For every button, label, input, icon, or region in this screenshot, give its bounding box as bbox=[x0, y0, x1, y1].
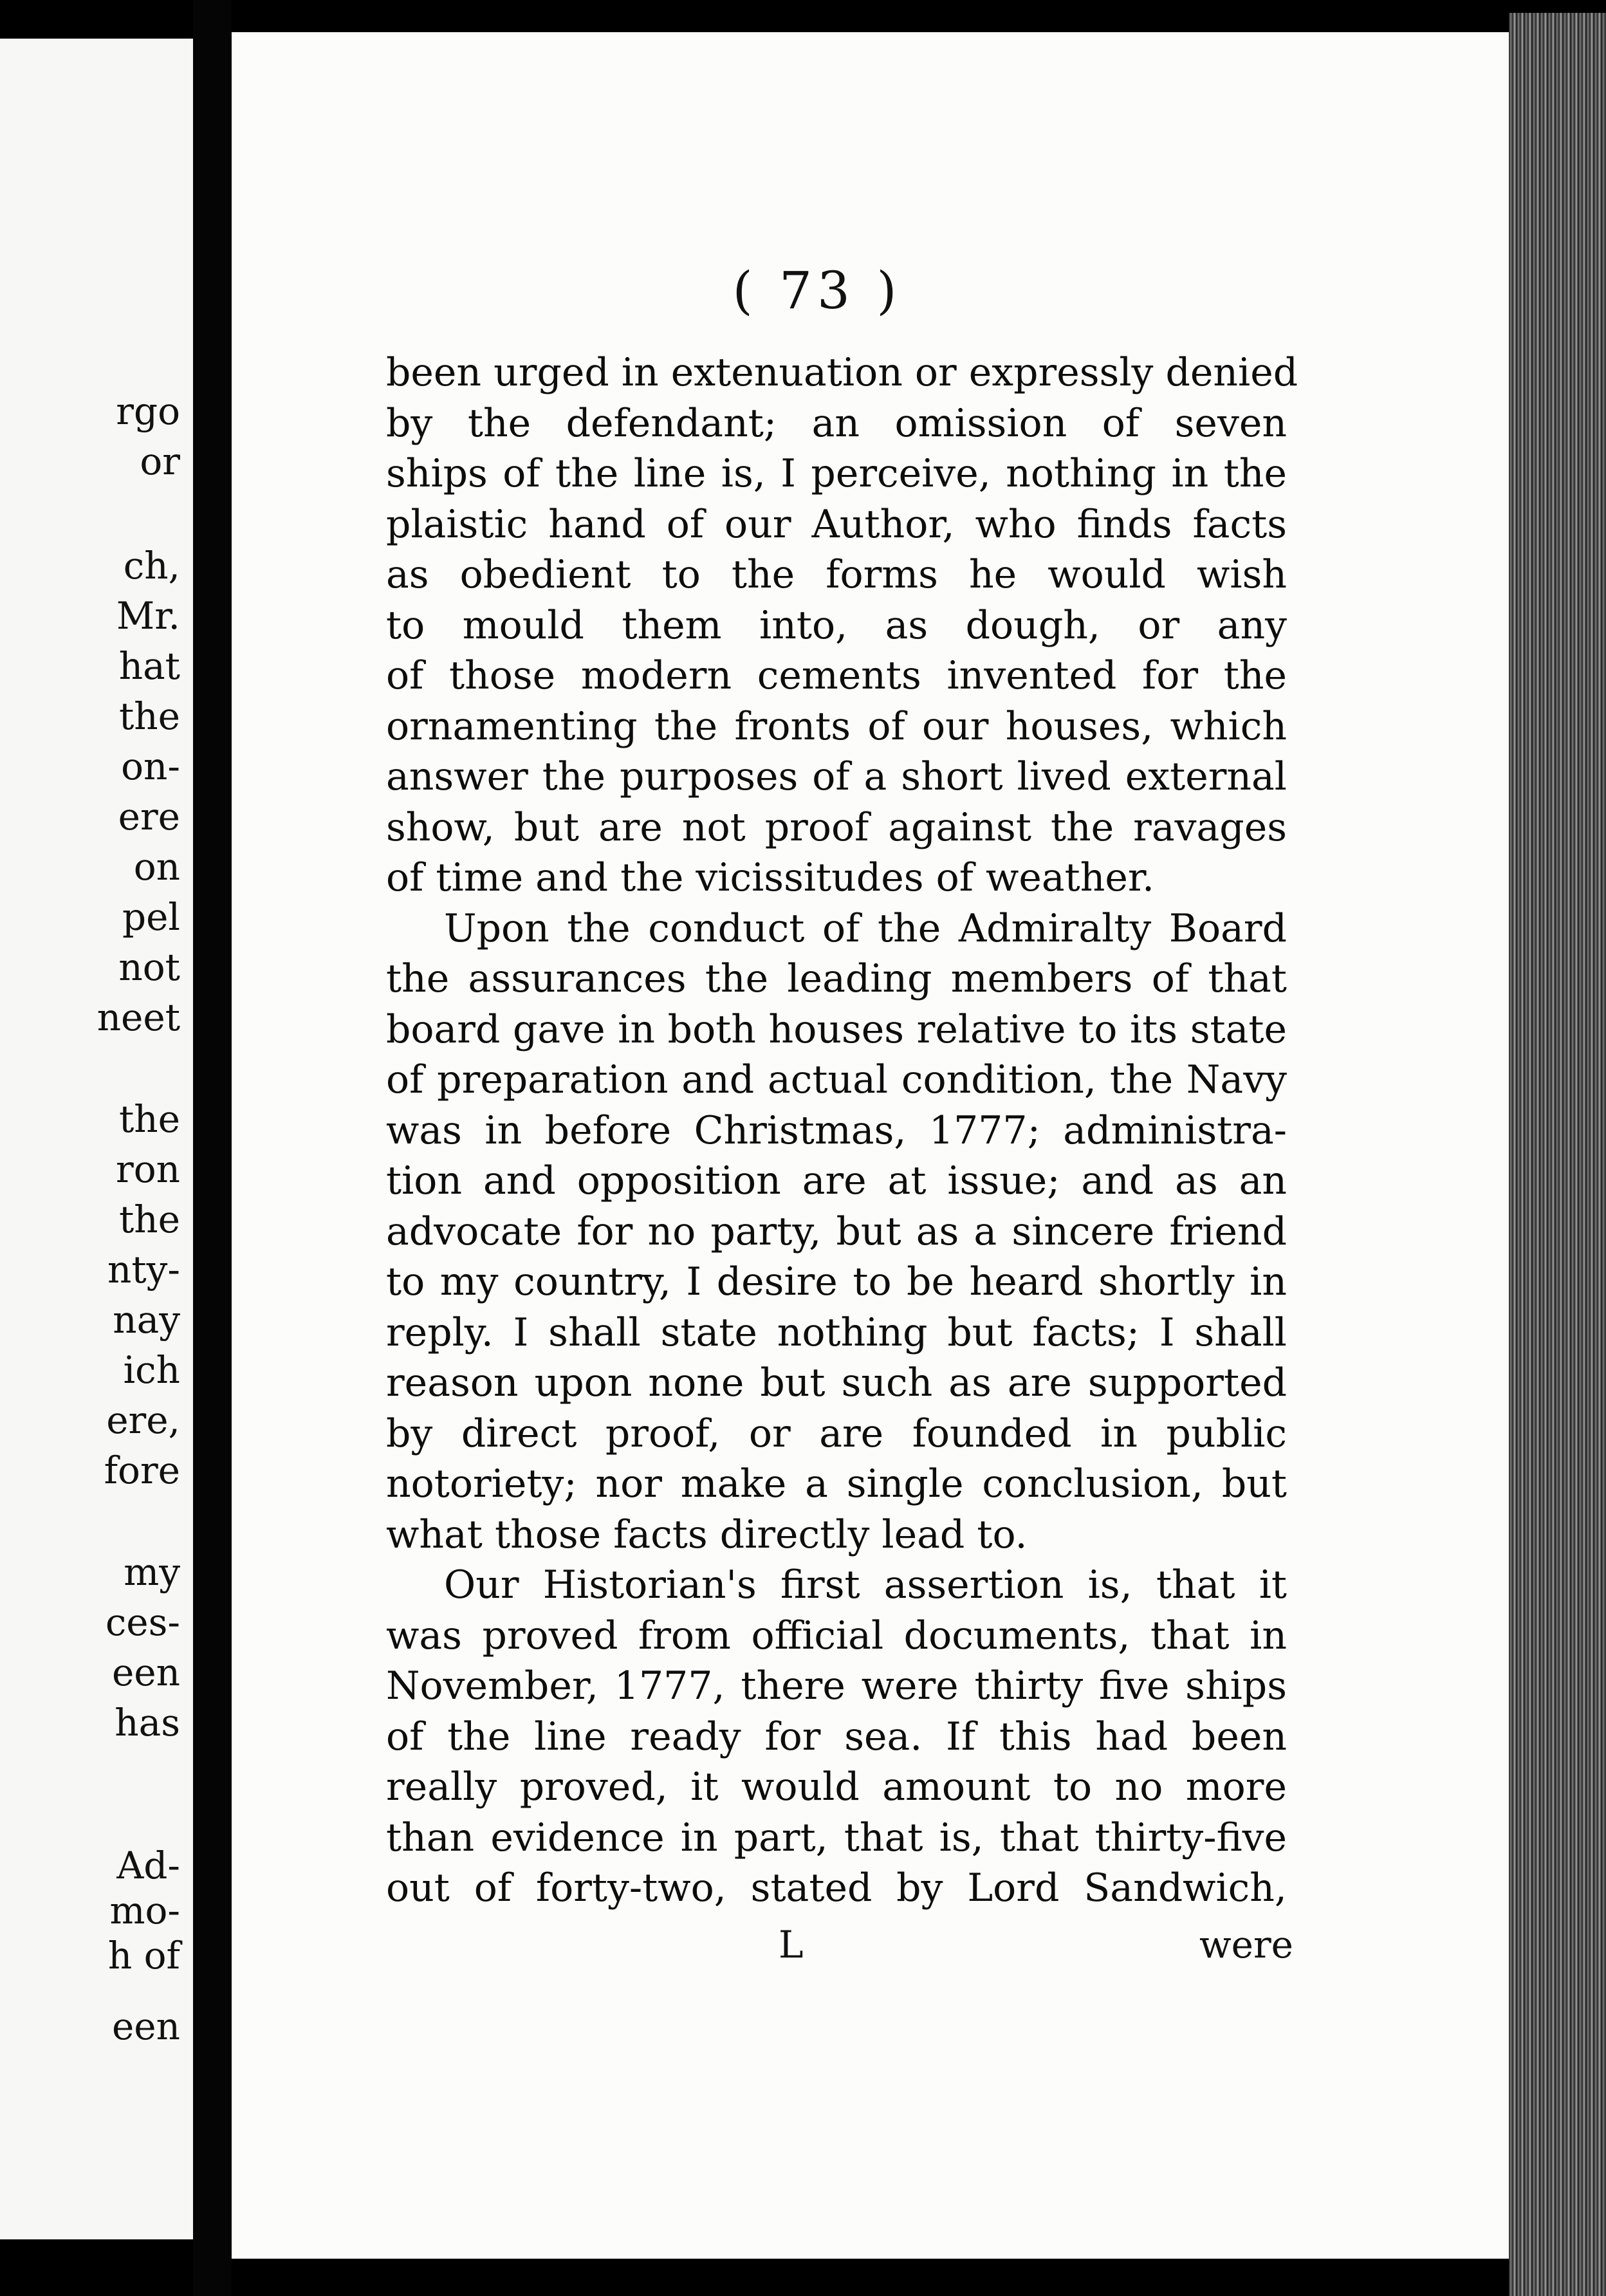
text-line: notoriety; nor make a single conclusion, but bbox=[386, 1461, 1287, 1506]
facing-page-word: ere, bbox=[106, 1398, 180, 1442]
text-line: the assurances the leading members of that bbox=[386, 956, 1287, 1001]
text-line: reason upon none but such as are supported bbox=[386, 1360, 1287, 1405]
text-line: by the defendant; an omission of seven bbox=[386, 400, 1287, 446]
paragraph bbox=[386, 1560, 1287, 1914]
facing-page-word: h of bbox=[107, 1934, 180, 1977]
facing-page-word: een bbox=[111, 1651, 180, 1694]
facing-page-word: the bbox=[119, 1198, 180, 1241]
text-line: plaistic hand of our Author, who finds facts bbox=[386, 501, 1287, 547]
text-line: was proved from official documents, that in bbox=[386, 1613, 1287, 1658]
text-line: of those modern cements invented for the bbox=[386, 653, 1287, 698]
text-line: than evidence in part, that is, that thirty-five bbox=[386, 1815, 1287, 1860]
text-line: ships of the line is, I perceive, nothing in the bbox=[386, 451, 1287, 496]
page-edge-stack bbox=[1509, 13, 1606, 2296]
facing-page-word: rgo bbox=[116, 389, 180, 433]
facing-page-word: mo- bbox=[109, 1889, 180, 1932]
facing-page-word: nty- bbox=[107, 1248, 180, 1292]
facing-page-word: on bbox=[133, 845, 180, 889]
text-line: what those facts directly lead to. bbox=[386, 1512, 1028, 1557]
page-number: ( 73 ) bbox=[732, 261, 902, 320]
facing-page-word: or bbox=[140, 440, 180, 483]
book-gutter bbox=[193, 0, 232, 2296]
text-line: by direct proof, or are founded in public bbox=[386, 1411, 1287, 1456]
text-line: answer the purposes of a short lived external bbox=[386, 754, 1287, 799]
text-line: really proved, it would amount to no more bbox=[386, 1764, 1287, 1810]
text-line: reply. I shall state nothing but facts; I shall bbox=[386, 1310, 1287, 1355]
paragraph bbox=[386, 903, 1287, 1560]
facing-page-word: Ad- bbox=[116, 1844, 180, 1887]
facing-page-word: ere bbox=[118, 795, 180, 838]
text-line: November, 1777, there were thirty five ships bbox=[386, 1663, 1287, 1708]
text-line: show, but are not proof against the ravages bbox=[386, 804, 1287, 850]
text-line: of preparation and actual condition, the Navy bbox=[386, 1057, 1287, 1102]
facing-page-word: ch, bbox=[123, 544, 180, 588]
text-line: out of forty-two, stated by Lord Sandwich, bbox=[386, 1866, 1287, 1911]
facing-page-word: my bbox=[124, 1550, 180, 1594]
text-line: as obedient to the forms he would wish bbox=[386, 552, 1287, 597]
facing-page-word: the bbox=[119, 1097, 180, 1141]
paragraph bbox=[386, 347, 1298, 903]
facing-page-word: nay bbox=[113, 1298, 180, 1342]
facing-page-word: hat bbox=[118, 644, 180, 688]
body-text bbox=[386, 347, 1298, 1914]
text-line: was in before Christmas, 1777; administra- bbox=[386, 1107, 1287, 1153]
text-line: been urged in extenuation or expressly denied bbox=[386, 350, 1298, 395]
text-line: to my country, I desire to be heard shortly in bbox=[386, 1259, 1287, 1304]
facing-page-word: neet bbox=[97, 995, 180, 1039]
facing-page-word: has bbox=[115, 1701, 180, 1745]
text-line: to mould them into, as dough, or any bbox=[386, 602, 1287, 648]
text-line: Our Historian's first assertion is, that it bbox=[444, 1562, 1287, 1607]
text-line: of time and the vicissitudes of weather. bbox=[386, 855, 1155, 900]
facing-page-word: pel bbox=[122, 895, 180, 939]
facing-page-word: not bbox=[118, 945, 180, 989]
facing-page-word: ron bbox=[116, 1147, 180, 1191]
facing-page-fragment bbox=[0, 39, 193, 2239]
text-line: board gave in both houses relative to its state bbox=[386, 1006, 1287, 1052]
text-line: advocate for no party, but as a sincere friend bbox=[386, 1208, 1287, 1254]
facing-page-word: the bbox=[119, 694, 180, 738]
facing-page-word: ich bbox=[123, 1348, 180, 1392]
facing-page-word: fore bbox=[104, 1449, 180, 1492]
catchword: were bbox=[1199, 1923, 1293, 1967]
facing-page-word: Mr. bbox=[116, 594, 180, 638]
text-line: of the line ready for sea. If this had been bbox=[386, 1714, 1287, 1759]
facing-page-word: ces- bbox=[105, 1600, 180, 1644]
facing-page-word: een bbox=[111, 2004, 180, 2048]
text-line: tion and opposition are at issue; and as an bbox=[386, 1158, 1287, 1203]
text-line: ornamenting the fronts of our houses, which bbox=[386, 703, 1287, 749]
signature-mark: L bbox=[779, 1923, 804, 1967]
text-line: Upon the conduct of the Admiralty Board bbox=[444, 905, 1287, 951]
facing-page-word: on- bbox=[121, 745, 180, 788]
